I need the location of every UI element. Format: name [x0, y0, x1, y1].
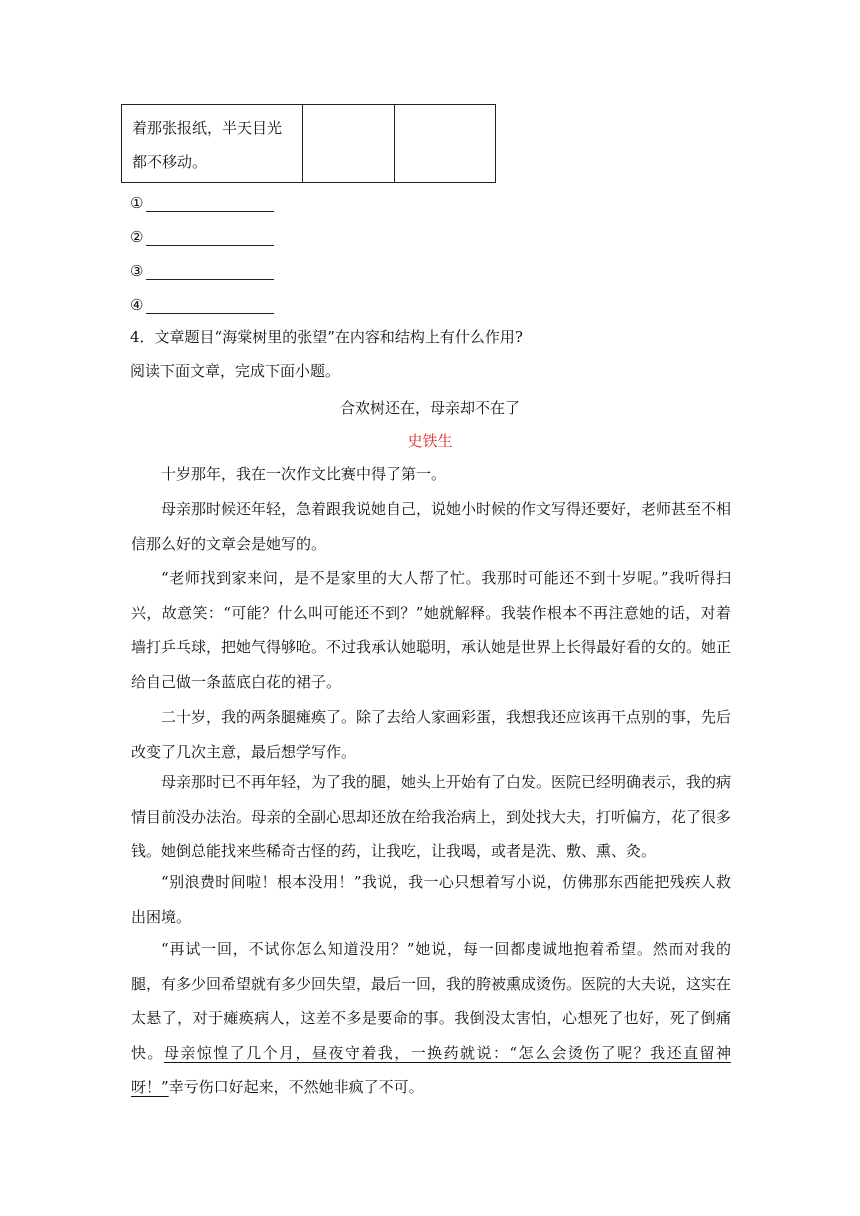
table-cell-empty: [395, 105, 496, 183]
answer-blank-1: [130, 192, 274, 212]
blank-line: [146, 299, 274, 314]
paragraph-2: 母亲那时候还年轻，急着跟我说她自己，说她小时候的作文写得还要好，老师甚至不相信那么好的文章会是她写的。: [131, 500, 732, 553]
paragraph-6: “别浪费时间啦！根本没用！”我说，我一心只想着写小说，仿佛那东西能把残疾人救出困境。: [131, 873, 731, 926]
blank-number: ③: [130, 262, 144, 280]
paragraph-7-ending: 幸亏伤口好起来，不然她非疯了不可。: [168, 1078, 424, 1096]
underlined-sentence: 母亲惊惶了几个月，昼夜守着我，一换药就说：“怎么会烫伤了呢？我还直留神呀！”: [131, 1043, 731, 1096]
paragraph-3: “老师找到家来问，是不是家里的大人帮了忙。我那时可能还不到十岁呢。”我听得扫兴，故意笑：“可能？什么叫可能还不到？”她就解释。我装作根本不再注意她的话，对着墙打乒乓球，把她气得够呛。不过我承认她聪明，承认她是世界上长得最好看的女的。她正给自己做一条蓝底白花的裙子。: [131, 569, 732, 691]
paragraph-5: 母亲那时已不再年轻，为了我的腿，她头上开始有了白发。医院已经明确表示，我的病情目前没办法治。母亲的全副心思却还放在给我治病上，到处找大夫，打听偏方，花了很多钱。她倒总能找来些稀奇古怪的药，让我吃，让我喝，或者是洗、敷、熏、灸。: [131, 773, 732, 860]
blank-line: [146, 197, 274, 212]
passage-title: 合欢树还在，母亲却不在了: [339, 399, 520, 417]
answer-blank-3: [130, 260, 274, 280]
answer-blank-2: [130, 226, 274, 246]
answer-blank-4: [130, 294, 274, 314]
paragraph-4: 二十岁，我的两条腿瘫痪了。除了去给人家画彩蛋，我想我还应该再干点别的事，先后改变了几次主意，最后想学写作。: [131, 708, 732, 761]
table-row: [122, 105, 496, 183]
answer-table: [121, 104, 496, 183]
paragraph-7: [131, 932, 731, 1105]
blank-line: [146, 231, 274, 246]
blank-number: ②: [130, 228, 144, 246]
blank-number: ④: [130, 296, 144, 314]
paragraph-1: 十岁那年，我在一次作文比赛中得了第一。: [161, 465, 447, 483]
passage-author: 史铁生: [407, 432, 453, 450]
blank-number: ①: [130, 194, 144, 212]
question-4: 4．文章题目“海棠树里的张望”在内容和结构上有什么作用?: [130, 328, 523, 346]
table-cell-text: 着那张报纸，半天目光都不移动。: [122, 105, 303, 183]
paragraph-7-text: “再试一回，不试你怎么知道没用？”她说，每一回都虔诚地抱着希望。然而对我的腿，有多少回希望就有多少回失望，最后一回，我的胯被熏成烫伤。医院的大夫说，这实在太悬了，对于瘫痪病人，这差不多是要命的事。我倒没太害怕，心想死了也好，死了倒痛快。: [131, 940, 732, 1062]
table-cell-empty: [303, 105, 395, 183]
blank-line: [146, 265, 274, 280]
reading-instruction: 阅读下面文章，完成下面小题。: [130, 362, 341, 380]
